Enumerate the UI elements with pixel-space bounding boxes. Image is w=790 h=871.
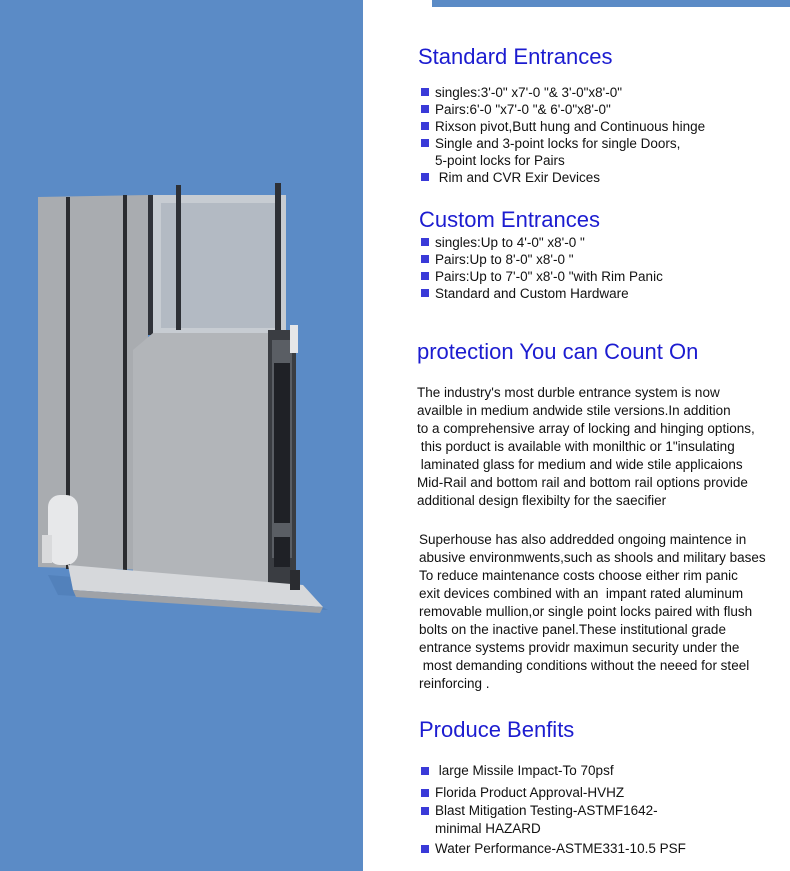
door-frame-illustration	[28, 175, 338, 625]
list-item: Standard and Custom Hardware	[420, 285, 663, 302]
list-item: singles:Up to 4'-0" x8'-0 "	[420, 234, 663, 251]
bullet-square-icon	[421, 238, 429, 246]
list-item: Rixson pivot,Butt hung and Continuous hinge	[420, 118, 705, 135]
bullet-square-icon	[421, 139, 429, 147]
list-item: Pairs:6'-0 "x7'-0 "& 6'-0"x8'-0"	[420, 101, 705, 118]
bullet-square-icon	[421, 789, 429, 797]
custom-entrances-list	[420, 234, 663, 302]
list-item: large Missile Impact-To 70psf	[420, 762, 686, 780]
bullet-square-icon	[421, 289, 429, 297]
list-item: Water Performance-ASTME331-10.5 PSF	[420, 840, 686, 858]
protection-heading: protection You can Count On	[417, 339, 699, 364]
custom-entrances-heading: Custom Entrances	[419, 207, 600, 232]
bullet-square-icon	[421, 173, 429, 181]
bullet-square-icon	[421, 105, 429, 113]
list-item: Florida Product Approval-HVHZ	[420, 784, 686, 802]
standard-entrances-heading: Standard Entrances	[418, 44, 613, 69]
bullet-square-icon	[421, 255, 429, 263]
list-item: Blast Mitigation Testing-ASTMF1642- minimal HAZARD	[420, 802, 686, 838]
top-accent-bar	[432, 0, 790, 7]
list-item: Pairs:Up to 8'-0" x8'-0 "	[420, 251, 663, 268]
protection-paragraph-2: Superhouse has also addredded ongoing maintence in abusive environmwents,such as shools and military bases To reduce maintenance costs choose either rim panic exit devices combined with an impant rated aluminum removable mullion,or single point locks paired with flush bolts on the inactive panel.These institutional grade entrance systems providr maximun security under the most demanding conditions without the neeed for steel reinforcing .	[419, 532, 766, 691]
standard-entrances-list	[420, 84, 705, 186]
left-blue-panel	[0, 0, 363, 871]
benefits-list	[420, 762, 686, 858]
bullet-square-icon	[421, 767, 429, 775]
benefits-heading: Produce Benfits	[419, 717, 575, 742]
list-item: Rim and CVR Exir Devices	[420, 169, 705, 186]
list-item: Single and 3-point locks for single Doors, 5-point locks for Pairs	[420, 135, 705, 169]
bullet-square-icon	[421, 807, 429, 815]
bullet-square-icon	[421, 272, 429, 280]
bullet-square-icon	[421, 845, 429, 853]
protection-paragraph-1: The industry's most durble entrance system is now availble in medium andwide stile versions.In addition to a comprehensive array of locking and hinging options, this porduct is available with monilthic or 1"insulating laminated glass for medium and wide stile applicaions Mid-Rail and bottom rail and bottom rail options provide additional design flexibilty for the saecifier	[417, 385, 755, 508]
bullet-square-icon	[421, 122, 429, 130]
list-item: singles:3'-0" x7'-0 "& 3'-0"x8'-0"	[420, 84, 705, 101]
bullet-square-icon	[421, 88, 429, 96]
list-item: Pairs:Up to 7'-0" x8'-0 "with Rim Panic	[420, 268, 663, 285]
